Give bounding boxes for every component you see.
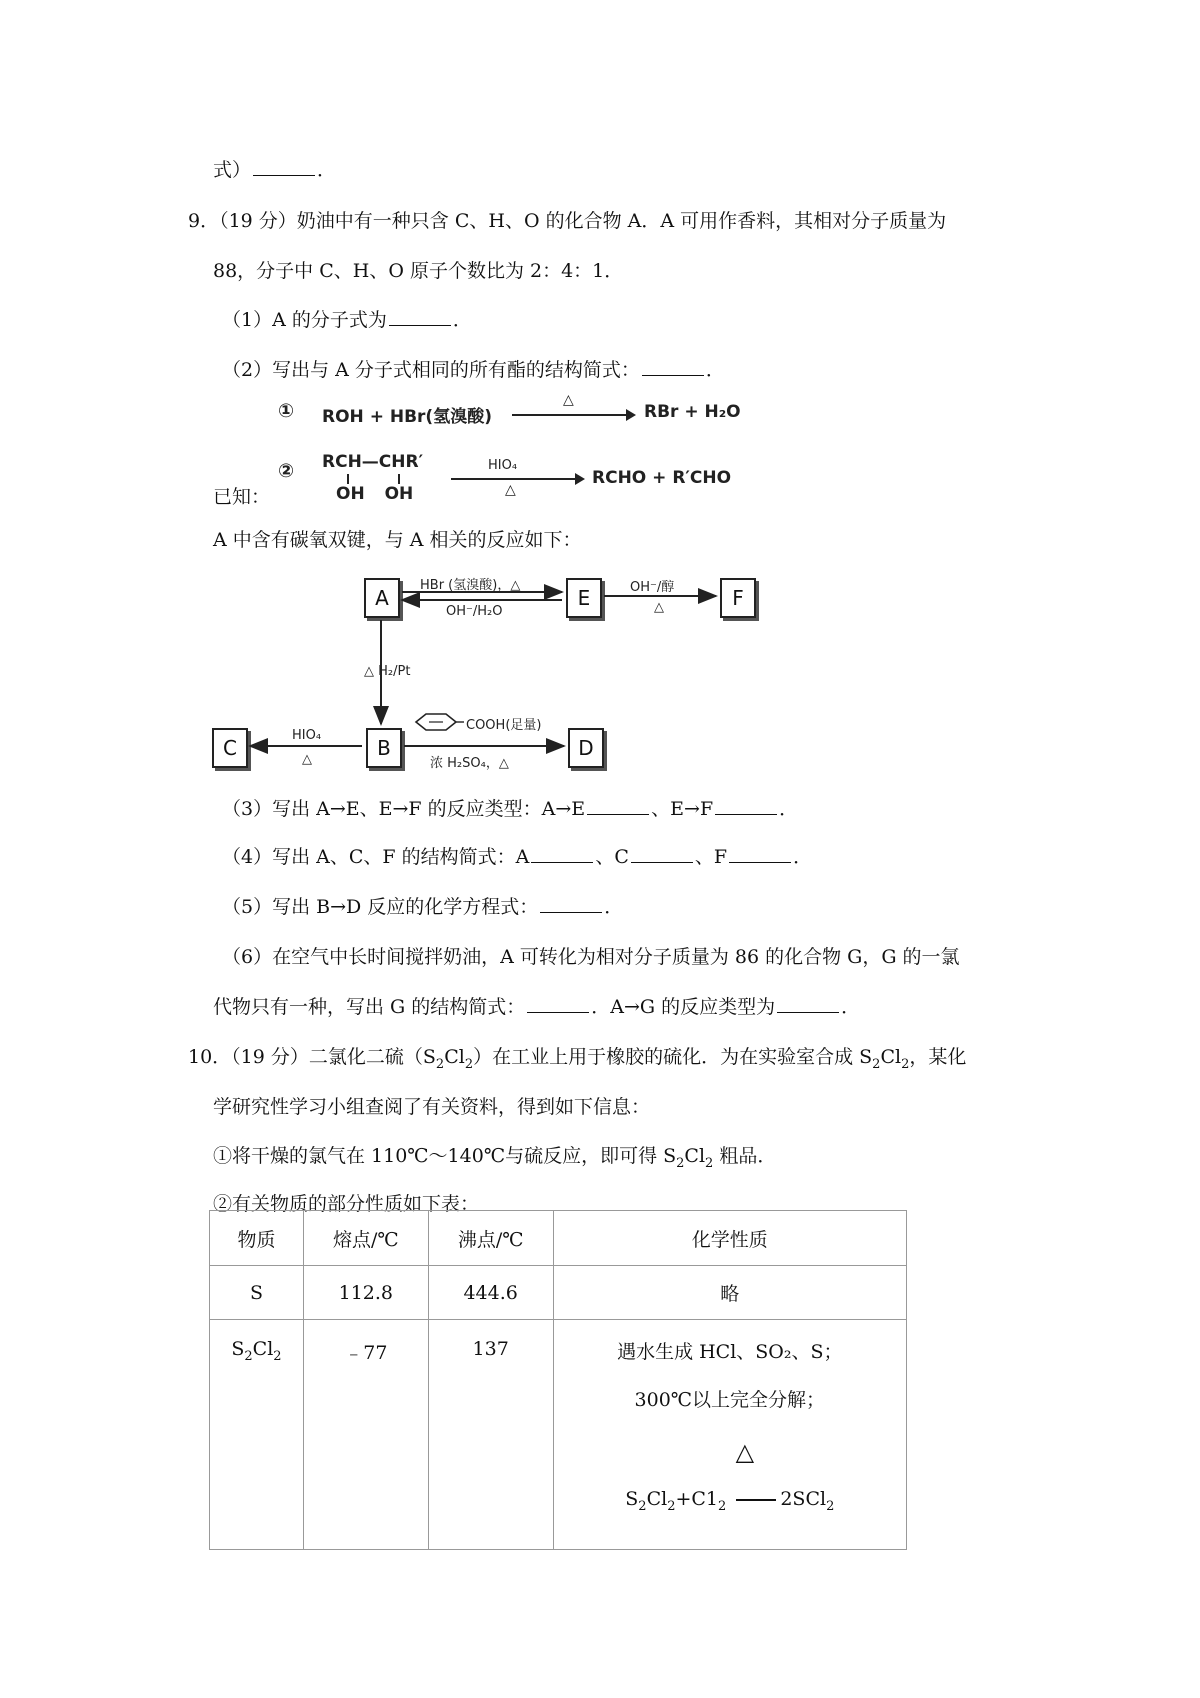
subscript: 2 — [667, 1498, 676, 1514]
subscript: 2 — [273, 1348, 282, 1364]
header-boiling-point: 沸点/℃ — [428, 1211, 553, 1266]
subscript: 2 — [638, 1498, 647, 1514]
period: ． — [841, 996, 861, 1018]
label-e-to-a: OH⁻/H₂O — [446, 604, 503, 619]
q9-part1-text: （1）A 的分子式为 — [222, 309, 387, 331]
header-chemical-properties: 化学性质 — [553, 1211, 906, 1266]
cell-chemical-properties: 略 — [553, 1266, 906, 1320]
eq-text: +C1 — [675, 1488, 719, 1510]
q10-info1-text-c: 粗品． — [713, 1145, 777, 1167]
q10-info1-text-b: Cl — [684, 1145, 706, 1167]
subscript: 2 — [464, 1056, 474, 1072]
q9-part6-text-b: ．A→G 的反应类型为 — [591, 996, 776, 1018]
chem-line2: 300℃以上完全分解； — [634, 1389, 826, 1411]
node-c: C — [212, 728, 248, 768]
reaction1-number: ① — [278, 400, 295, 422]
reaction2-reactant-top: RCH—CHR′ — [322, 452, 424, 472]
subscript: 2 — [901, 1056, 910, 1072]
q9-part3-text-a: （3）写出 A→E、E→F 的反应类型：A→E — [222, 798, 586, 820]
q9-part6-line1: （6）在空气中长时间搅拌奶油，A 可转化为相对分子质量为 86 的化合物 G，G 的一氯 — [222, 946, 960, 968]
q10-text-a: 10．（19 分）二氯化二硫（S — [188, 1046, 436, 1068]
reaction1-reactants: ROH + HBr(氢溴酸) — [322, 407, 492, 427]
q9-part3-text-b: 、E→F — [651, 798, 714, 820]
reaction2-products: RCHO + R′CHO — [592, 468, 732, 488]
label-b-to-d-bottom: 浓 H₂SO₄，△ — [430, 756, 509, 771]
q10-info1-text-a: ①将干燥的氯气在 110℃～140℃与硫反应，即可得 S — [213, 1145, 677, 1167]
period: ． — [705, 359, 725, 381]
properties-table — [209, 1210, 907, 1550]
q9-part4-text-b: 、C — [595, 846, 629, 868]
reaction1-products: RBr + H₂O — [644, 402, 741, 422]
label-b-to-c-top: HIO₄ — [292, 728, 322, 743]
eq-text: Cl — [646, 1488, 668, 1510]
q9-intro: A 中含有碳氧双键，与 A 相关的反应如下： — [213, 529, 582, 551]
q9-part2-text: （2）写出与 A 分子式相同的所有酯的结构简式： — [222, 359, 640, 381]
eq-text: 2SCl — [780, 1488, 827, 1510]
reaction1-condition: △ — [563, 392, 574, 408]
q10-info1 — [213, 1142, 776, 1170]
answer-blank[interactable] — [631, 844, 693, 863]
known-label: 已知： — [213, 486, 271, 508]
q9-part5-text: （5）写出 B→D 反应的化学方程式： — [222, 896, 539, 918]
period: ． — [452, 309, 472, 331]
q8-tail-text: 式） — [213, 159, 252, 181]
answer-blank[interactable] — [777, 994, 839, 1013]
subscript: 2 — [435, 1056, 445, 1072]
q10-text-c: ）在工业上用于橡胶的硫化．为在实验室合成 S — [473, 1046, 873, 1068]
node-b: B — [366, 728, 402, 768]
q9-stem-line1: 9．（19 分）奶油中有一种只含 C、H、O 的化合物 A．A 可用作香料，其相对分子质量为 — [188, 210, 947, 232]
label-e-to-f-bottom: △ — [654, 600, 664, 615]
header-substance: 物质 — [210, 1211, 304, 1266]
table-row — [210, 1320, 907, 1550]
table-row — [210, 1266, 907, 1320]
answer-blank[interactable] — [715, 796, 777, 815]
answer-blank[interactable] — [540, 894, 602, 913]
label-a-to-e: HBr (氢溴酸)，△ — [420, 578, 521, 593]
cell-boiling-point: 444.6 — [428, 1266, 553, 1320]
q10-text-b: Cl — [444, 1046, 465, 1068]
period: ． — [317, 159, 337, 181]
cell-text: Cl — [252, 1338, 274, 1360]
cell-substance: S — [210, 1266, 304, 1320]
q10-stem-line2: 学研究性学习小组查阅了有关资料，得到如下信息： — [213, 1096, 651, 1118]
q9-part4-text-c: 、F — [694, 846, 728, 868]
reaction2-reagent: HIO₄ — [488, 458, 518, 473]
subscript: 2 — [676, 1155, 685, 1171]
table-header-row — [210, 1211, 907, 1266]
label-e-to-f-top: OH⁻/醇 — [630, 580, 675, 595]
cell-text: S — [231, 1338, 245, 1360]
label-a-to-b: △ H₂/Pt — [364, 664, 411, 679]
eq-condition: △ — [735, 1438, 755, 1466]
cell-chemical-properties — [553, 1320, 906, 1550]
subscript: 2 — [872, 1056, 881, 1072]
q9-part5 — [222, 893, 623, 921]
answer-blank[interactable] — [587, 796, 649, 815]
cell-melting-point: ﹣77 — [303, 1320, 428, 1550]
cell-substance — [210, 1320, 304, 1550]
eq-long-arrow — [736, 1499, 776, 1501]
subscript: 2 — [826, 1498, 835, 1514]
q9-part4-text-a: （4）写出 A、C、F 的结构简式：A — [222, 846, 530, 868]
header-melting-point: 熔点/℃ — [303, 1211, 428, 1266]
node-a: A — [364, 578, 400, 618]
q9-part4 — [222, 843, 812, 871]
subscript: 2 — [244, 1348, 253, 1364]
q9-stem-line2: 88，分子中 C、H、O 原子个数比为 2：4：1． — [213, 260, 624, 282]
answer-blank[interactable] — [531, 844, 593, 863]
answer-blank[interactable] — [729, 844, 791, 863]
node-d: D — [568, 728, 604, 768]
period: ． — [779, 798, 799, 820]
reaction2-condition: △ — [505, 482, 516, 498]
subscript: 2 — [705, 1155, 714, 1171]
cell-boiling-point: 137 — [428, 1320, 553, 1550]
chem-line1: 遇水生成 HCl、SO₂、S； — [617, 1341, 843, 1363]
label-b-to-c-bottom: △ — [302, 752, 312, 767]
cell-melting-point: 112.8 — [303, 1266, 428, 1320]
q10-text-d: Cl — [880, 1046, 902, 1068]
period: ． — [793, 846, 813, 868]
period: ． — [604, 896, 624, 918]
q9-part3 — [222, 795, 798, 823]
subscript: 2 — [718, 1498, 727, 1514]
scheme-arrows — [0, 0, 1200, 800]
reaction2-reactant-bottom: OH OH — [336, 484, 414, 504]
eq-text: S — [625, 1488, 639, 1510]
q9-part6-text-a: 代物只有一种，写出 G 的结构简式： — [213, 996, 526, 1018]
reaction2-number: ② — [278, 460, 295, 482]
q10-stem-line1 — [188, 1043, 966, 1071]
q10-text-e: ，某化 — [909, 1046, 967, 1068]
node-f: F — [720, 578, 756, 618]
node-e: E — [566, 578, 602, 618]
label-b-to-d-top: COOH(足量) — [466, 718, 542, 733]
answer-blank[interactable] — [527, 994, 589, 1013]
chem-equation — [554, 1488, 906, 1514]
q10-info2: ②有关物质的部分性质如下表： — [213, 1193, 480, 1215]
q9-part6-line2 — [213, 993, 860, 1021]
